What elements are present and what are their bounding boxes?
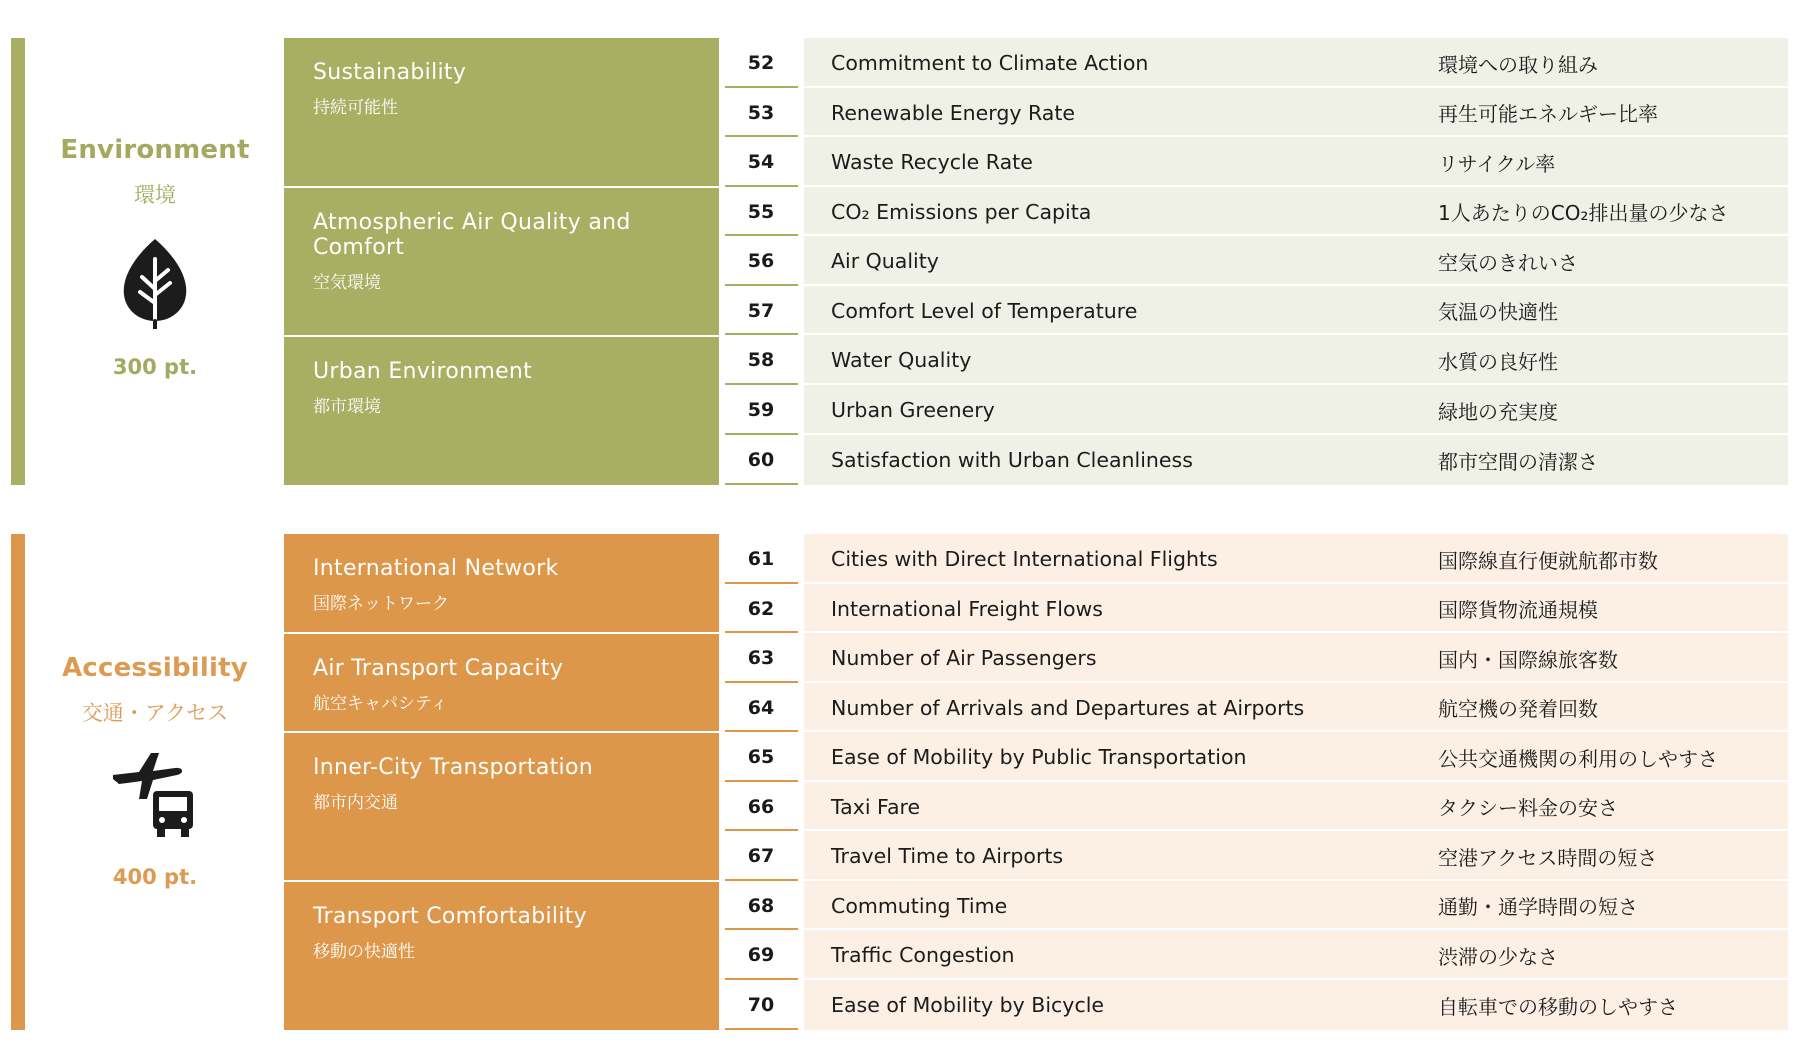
indicator-row [723, 187, 1788, 236]
accessibility-category [25, 653, 285, 889]
subcategory-title-ja: 都市環境 [313, 397, 381, 417]
indicator-number: 53 [747, 101, 775, 124]
subcategory-title-ja: 空気環境 [313, 273, 381, 293]
indicator-name-ja: 緑地の充実度 [1438, 399, 1558, 424]
accessibility-accent-bar [11, 534, 25, 1030]
indicator-name: Ease of Mobility by Bicycle [831, 993, 1105, 1017]
indicator-number: 57 [747, 299, 775, 322]
indicator-number: 64 [747, 696, 775, 719]
subcategory-title: Air Transport Capacity [313, 656, 564, 681]
indicator-number: 52 [747, 52, 775, 74]
environment-indicator-list [723, 38, 1788, 485]
indicator-name-ja: タクシー料金の安さ [1438, 796, 1618, 820]
indicator-row [723, 435, 1788, 485]
indicator-number: 56 [747, 250, 775, 272]
category-title: Accessibility [62, 653, 248, 683]
subcategory-title: Inner-City Transportation [313, 755, 593, 780]
indicator-name-ja: 都市空間の清潔さ [1438, 449, 1598, 474]
indicator-name: Ease of Mobility by Public Transportation [831, 745, 1247, 769]
subcategory-block [284, 882, 719, 1030]
subcategory-title: International Network [313, 556, 559, 581]
indicator-row [723, 236, 1788, 286]
indicator-row [723, 633, 1788, 683]
indicator-row [723, 584, 1788, 633]
indicator-number: 68 [747, 894, 775, 917]
environment-category [25, 135, 285, 379]
subcategory-block [284, 188, 719, 335]
indicator-name: Renewable Energy Rate [831, 100, 1075, 125]
subcategory-title-ja: 移動の快適性 [313, 942, 415, 962]
subcategory-title: Urban Environment [313, 359, 533, 384]
indicator-name: Waste Recycle Rate [831, 150, 1033, 174]
indicator-row [723, 335, 1788, 385]
subcategory-title-ja: 持続可能性 [313, 98, 398, 118]
subcategory-title: Sustainability [313, 60, 467, 85]
category-points: 300 pt. [112, 355, 198, 379]
subcategory-title: Atmospheric Air Quality and Comfort [313, 210, 631, 260]
indicator-row [723, 385, 1788, 435]
indicator-number: 62 [747, 597, 775, 620]
indicator-name-ja: 再生可能エネルギー比率 [1438, 102, 1658, 126]
category-title: Environment [60, 135, 250, 165]
environment-section [0, 38, 1795, 485]
indicator-number: 65 [747, 746, 775, 768]
indicator-number: 61 [747, 548, 775, 570]
indicator-row [723, 137, 1788, 187]
indicator-name-ja: 公共交通機関の利用のしやすさ [1438, 746, 1718, 771]
indicator-name: Urban Greenery [831, 398, 995, 422]
indicator-row [723, 683, 1788, 732]
indicator-name: Cities with Direct International Flights [831, 547, 1218, 571]
indicator-name-ja: リサイクル率 [1438, 151, 1556, 176]
category-points: 400 pt. [112, 865, 198, 889]
indicator-name: CO₂ Emissions per Capita [831, 199, 1092, 224]
indicator-number: 55 [747, 200, 775, 223]
subcategory-block [284, 634, 719, 731]
indicator-number: 59 [747, 399, 775, 421]
indicator-name-ja: 航空機の発着回数 [1438, 697, 1598, 721]
indicator-row [723, 881, 1788, 930]
indicator-row [723, 38, 1788, 88]
indicator-number: 58 [747, 349, 775, 371]
subcategory-block [284, 534, 719, 632]
indicator-name-ja: 空気のきれいさ [1438, 250, 1578, 275]
indicator-name-ja: 環境への取り組み [1438, 52, 1598, 77]
indicator-name: Traffic Congestion [831, 943, 1015, 967]
indicator-number: 69 [747, 944, 775, 966]
indicator-name-ja: 空港アクセス時間の短さ [1438, 845, 1658, 870]
accessibility-subcategories [284, 534, 719, 1030]
plane-bus-icon [109, 749, 201, 839]
indicator-name: Comfort Level of Temperature [831, 298, 1138, 323]
indicator-number: 63 [747, 647, 775, 669]
subcategory-title: Transport Comfortability [313, 904, 587, 929]
row-divider [725, 1028, 798, 1030]
indicator-row [723, 782, 1788, 831]
indicator-name: Travel Time to Airports [831, 844, 1064, 868]
subcategory-title-ja: 都市内交通 [313, 793, 398, 813]
environment-accent-bar [11, 38, 25, 485]
indicator-name-ja: 水質の良好性 [1438, 349, 1558, 374]
indicator-name-ja: 国際線直行便就航都市数 [1438, 548, 1658, 573]
subcategory-block [284, 733, 719, 880]
accessibility-section [0, 534, 1795, 1030]
indicator-name-ja: 1人あたりのCO₂排出量の少なさ [1438, 201, 1729, 225]
subcategory-block [284, 337, 719, 485]
indicator-name-ja: 自転車での移動のしやすさ [1438, 994, 1678, 1019]
accessibility-indicator-list [723, 534, 1788, 1030]
indicator-number: 60 [747, 449, 775, 471]
indicator-name: Number of Air Passengers [831, 646, 1097, 670]
indicator-number: 67 [747, 845, 775, 867]
indicator-name-ja: 気温の快適性 [1438, 300, 1558, 324]
leaf-icon [120, 237, 190, 329]
indicator-name-ja: 国内・国際線旅客数 [1438, 647, 1618, 672]
indicator-name: Number of Arrivals and Departures at Airports [831, 695, 1305, 720]
indicator-row [723, 980, 1788, 1030]
subcategory-title-ja: 航空キャパシティ [313, 694, 448, 714]
indicator-name: International Freight Flows [831, 596, 1103, 621]
indicator-number: 66 [747, 795, 775, 818]
indicator-row [723, 732, 1788, 782]
indicator-name: Water Quality [831, 348, 972, 372]
indicator-name: Commuting Time [831, 893, 1008, 918]
subcategory-title-ja: 国際ネットワーク [313, 594, 449, 614]
row-divider [725, 483, 798, 485]
indicator-name-ja: 渋滞の少なさ [1438, 944, 1558, 969]
category-title-ja: 交通・アクセス [81, 701, 229, 725]
indicator-row [723, 88, 1788, 137]
indicator-row [723, 831, 1788, 881]
indicator-name-ja: 国際貨物流通規模 [1438, 598, 1598, 622]
indicator-name-ja: 通勤・通学時間の短さ [1438, 895, 1638, 919]
indicator-row [723, 534, 1788, 584]
indicator-row [723, 930, 1788, 980]
indicator-row [723, 286, 1788, 335]
indicator-number: 54 [747, 151, 775, 173]
environment-subcategories [284, 38, 719, 485]
subcategory-block [284, 38, 719, 186]
indicator-name: Taxi Fare [831, 794, 921, 819]
indicator-name: Satisfaction with Urban Cleanliness [831, 448, 1193, 472]
indicator-number: 70 [747, 994, 775, 1016]
indicator-name: Commitment to Climate Action [831, 51, 1149, 75]
indicator-name: Air Quality [831, 249, 939, 273]
category-title-ja: 環境 [134, 183, 176, 207]
